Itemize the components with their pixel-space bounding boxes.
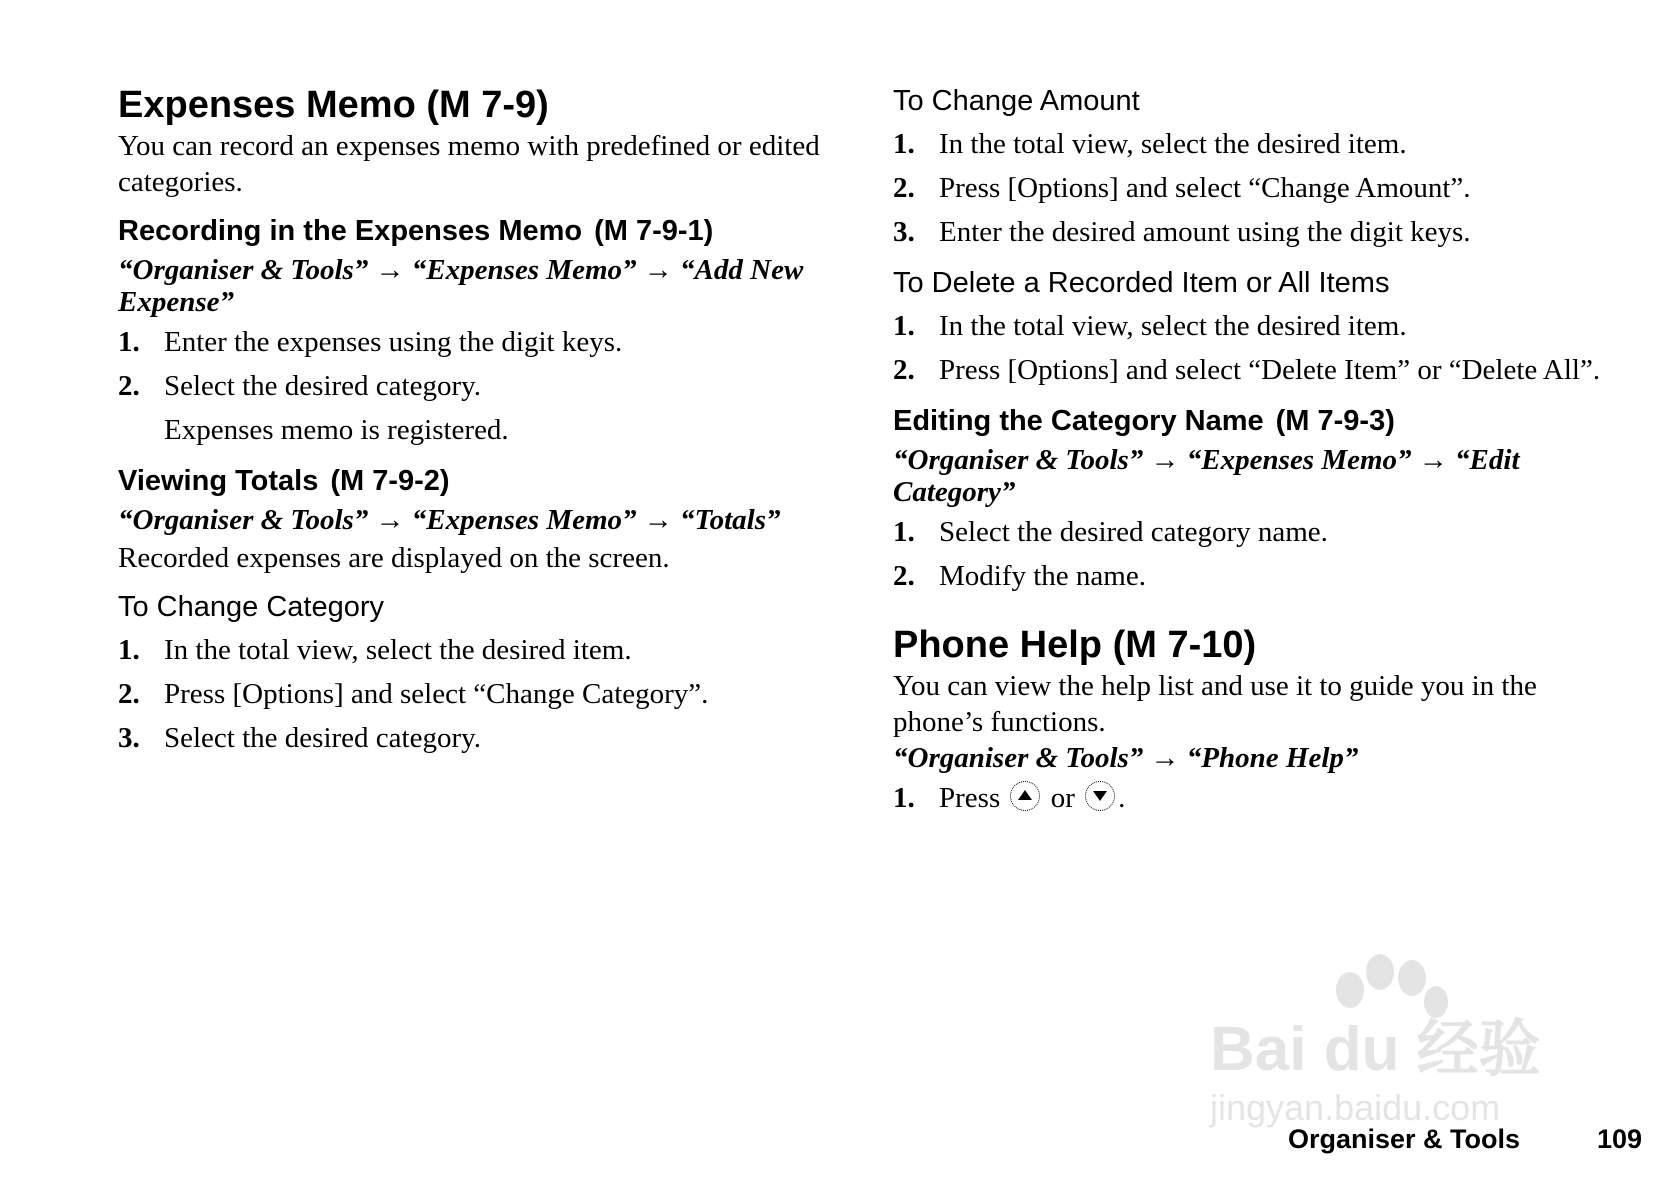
edit-category-heading (893, 402, 1613, 440)
step-text: Modify the name. (939, 560, 1146, 592)
page-number: 109 (1596, 1124, 1642, 1154)
edit-category-step-1 (893, 512, 1613, 552)
recording-menu-code: (M 7-9-1) (594, 215, 714, 247)
phone-help-intro: You can view the help list and use it to guide you in the phone’s functions. (893, 670, 1537, 738)
change-amount-step-3 (893, 212, 1613, 252)
phone-help-menu-path: “Organiser & Tools” → “Phone Help” (893, 742, 1359, 774)
step-number: 3. (893, 216, 915, 248)
step-number: 1. (893, 310, 915, 342)
edit-category-menu-path: “Organiser & Tools” → “Expenses Memo” → “Edit Category” (893, 444, 1520, 508)
viewing-totals-heading (118, 462, 830, 500)
step-number: 1. (118, 326, 140, 358)
edit-category-code: (M 7-9-3) (1275, 405, 1395, 437)
step-text: Press [Options] and select “Change Amount”. (939, 172, 1471, 204)
delete-step-1 (893, 306, 1613, 346)
recording-heading (118, 212, 830, 250)
change-amount-step-1 (893, 124, 1613, 164)
page-footer (1280, 1124, 1650, 1164)
watermark-brand: Bai du 经验 (1210, 1015, 1541, 1084)
expenses-memo-title: Expenses Memo (M 7-9) (118, 84, 549, 126)
viewing-totals-code: (M 7-9-2) (330, 465, 450, 497)
change-category-step-2 (118, 674, 830, 714)
edit-category-heading-text: Editing the Category Name (893, 405, 1264, 437)
step-text: Select the desired category. (164, 370, 481, 402)
step-text: Press [Options] and select “Delete Item” or “Delete All”. (939, 354, 1601, 386)
step-number: 1. (893, 782, 915, 814)
right-column (893, 82, 1613, 822)
step-text: Press [Options] and select “Change Category”. (164, 678, 709, 710)
or-label: or (1050, 782, 1075, 814)
expenses-memo-intro: You can record an expenses memo with predefined or edited categories. (118, 130, 820, 198)
step-number: 1. (118, 634, 140, 666)
watermark-url: jingyan.baidu.com (1210, 1087, 1501, 1128)
viewing-totals-desc: Recorded expenses are displayed on the screen. (118, 542, 670, 574)
change-amount-step-2 (893, 168, 1613, 208)
delete-step-2 (893, 350, 1613, 390)
change-category-step-1 (118, 630, 830, 670)
recording-menu-path: “Organiser & Tools” → “Expenses Memo” → “Add New Expense” (118, 254, 804, 318)
step-number: 1. (893, 128, 915, 160)
recording-step-2 (118, 366, 830, 406)
step-number: 2. (118, 678, 140, 710)
recording-step-1 (118, 322, 830, 362)
step-text: In the total view, select the desired item. (164, 634, 632, 666)
viewing-totals-heading-text: Viewing Totals (118, 465, 319, 497)
step-number: 1. (893, 516, 915, 548)
step-text: Select the desired category name. (939, 516, 1328, 548)
footer-section-title: Organiser & Tools (1288, 1124, 1521, 1154)
down-key-icon (1085, 781, 1115, 811)
left-column (118, 82, 830, 762)
step-text: Enter the desired amount using the digit keys. (939, 216, 1471, 248)
viewing-totals-menu-path: “Organiser & Tools” → “Expenses Memo” → “Totals” (118, 504, 781, 536)
step-end: . (1118, 782, 1126, 814)
phone-help-step-1 (893, 778, 1613, 818)
up-key-icon (1010, 781, 1040, 811)
change-amount-heading: To Change Amount (893, 85, 1140, 117)
step-text (939, 778, 1613, 818)
step-text: In the total view, select the desired item. (939, 310, 1407, 342)
recording-note: Expenses memo is registered. (164, 414, 509, 446)
press-label: Press (939, 782, 1001, 814)
step-number: 2. (893, 354, 915, 386)
step-text: Enter the expenses using the digit keys. (164, 326, 623, 358)
change-category-step-3 (118, 718, 830, 758)
step-number: 2. (893, 560, 915, 592)
step-text: In the total view, select the desired item. (939, 128, 1407, 160)
phone-help-title: Phone Help (M 7-10) (893, 624, 1257, 666)
step-number: 2. (118, 370, 140, 402)
recording-heading-text: Recording in the Expenses Memo (118, 215, 583, 247)
edit-category-step-2 (893, 556, 1613, 596)
step-text: Select the desired category. (164, 722, 481, 754)
step-number: 2. (893, 172, 915, 204)
change-category-heading: To Change Category (118, 591, 384, 623)
baidu-paw-icon (1336, 954, 1448, 1018)
delete-heading: To Delete a Recorded Item or All Items (893, 267, 1390, 299)
step-number: 3. (118, 722, 140, 754)
baidu-jingyan-watermark (1200, 950, 1600, 1140)
